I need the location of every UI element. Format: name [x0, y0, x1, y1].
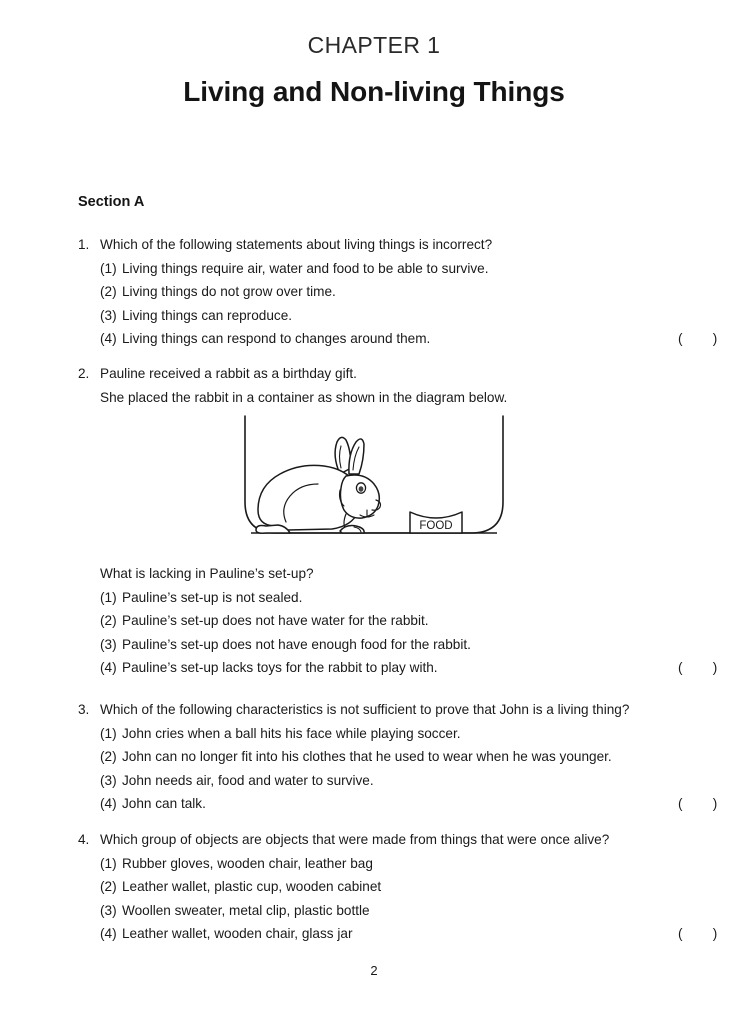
option-text: Living things can respond to changes around them.: [122, 331, 431, 346]
question-4-options: [78, 852, 718, 946]
option-number: (2): [100, 284, 117, 299]
question-1-number: 1.: [78, 237, 90, 252]
page-number: 2: [370, 963, 378, 978]
question-3-text: Which of the following characteristics is not sufficient to prove that John is a living thing?: [100, 702, 630, 717]
option-item[interactable]: [100, 722, 678, 746]
option-item[interactable]: [100, 304, 678, 328]
option-text: John cries when a ball hits his face while playing soccer.: [122, 725, 461, 741]
question-3-options: [78, 722, 718, 816]
option-item[interactable]: [100, 257, 678, 281]
question-4: [78, 828, 718, 946]
option-text: Pauline’s set-up does not have water for the rabbit.: [122, 613, 429, 628]
rabbit-pupil: [359, 486, 364, 492]
option-text: Pauline’s set-up does not have enough food for the rabbit.: [122, 636, 471, 652]
question-2-subtext: She placed the rabbit in a container as shown in the diagram below.: [100, 389, 508, 405]
option-item[interactable]: [100, 769, 678, 793]
option-number: (1): [100, 725, 117, 741]
question-1-options: [78, 257, 718, 351]
option-item[interactable]: [100, 899, 678, 923]
option-item[interactable]: [100, 586, 678, 610]
chapter-label: CHAPTER 1: [307, 32, 441, 58]
option-text: John can talk.: [122, 796, 206, 811]
option-text: John can no longer fit into his clothes that he used to wear when he was younger.: [122, 749, 612, 764]
chapter-title: Living and Non-living Things: [183, 76, 565, 107]
question-3-number: 3.: [78, 702, 90, 717]
option-text: Pauline’s set-up is not sealed.: [122, 589, 303, 605]
rabbit-illustration: [256, 437, 381, 533]
option-number: (3): [100, 902, 117, 918]
question-1-heading: [78, 233, 678, 257]
rabbit-front-ear: [349, 439, 364, 474]
question-4-number: 4.: [78, 832, 90, 847]
question-4-text: Which group of objects are objects that were made from things that were once alive?: [100, 832, 610, 847]
option-number: (4): [100, 660, 117, 675]
question-3: [78, 698, 718, 816]
rabbit-in-container-diagram: [228, 414, 520, 542]
option-text: Leather wallet, plastic cup, wooden cabinet: [122, 879, 382, 894]
question-2-number: 2.: [78, 366, 90, 381]
question-2-text: Pauline received a rabbit as a birthday gift.: [100, 366, 357, 381]
answer-bracket[interactable]: ( ): [678, 926, 718, 941]
option-item[interactable]: [100, 875, 678, 899]
answer-bracket[interactable]: ( ): [678, 796, 718, 811]
option-number: (4): [100, 926, 117, 941]
option-number: (4): [100, 331, 117, 346]
option-item[interactable]: [100, 609, 678, 633]
question-1-text: Which of the following statements about living things is incorrect?: [100, 237, 493, 252]
option-number: (2): [100, 879, 117, 894]
option-number: (2): [100, 613, 117, 628]
option-text: Pauline’s set-up lacks toys for the rabbit to play with.: [122, 660, 438, 675]
answer-bracket[interactable]: ( ): [678, 660, 718, 675]
question-4-heading: [78, 828, 678, 852]
food-bowl-label: FOOD: [419, 520, 453, 532]
option-number: (1): [100, 260, 117, 276]
option-number: (1): [100, 589, 117, 605]
option-item[interactable]: [100, 745, 678, 769]
option-number: (3): [100, 307, 117, 323]
option-item[interactable]: [100, 656, 718, 680]
option-text: Living things can reproduce.: [122, 307, 293, 323]
option-number: (2): [100, 749, 117, 764]
option-text: John needs air, food and water to survive.: [122, 772, 374, 788]
option-number: (3): [100, 636, 117, 652]
option-number: (3): [100, 772, 117, 788]
option-item[interactable]: [100, 792, 718, 816]
option-item[interactable]: [100, 327, 718, 351]
question-2-heading: [78, 362, 678, 386]
option-text: Rubber gloves, wooden chair, leather bag: [122, 855, 373, 871]
question-2: [78, 362, 678, 409]
option-text: Living things require air, water and food to be able to survive.: [122, 260, 489, 276]
option-number: (4): [100, 796, 117, 811]
option-text: Living things do not grow over time.: [122, 284, 336, 299]
question-2-continued: [78, 562, 718, 680]
option-item[interactable]: [100, 280, 678, 304]
rabbit-head: [340, 475, 379, 518]
question-3-heading: [78, 698, 678, 722]
option-text: Woollen sweater, metal clip, plastic bottle: [122, 902, 370, 918]
option-number: (1): [100, 855, 117, 871]
question-2-prompt: What is lacking in Pauline’s set-up?: [100, 566, 314, 581]
option-item[interactable]: [100, 633, 678, 657]
answer-bracket[interactable]: ( ): [678, 331, 718, 346]
section-label: Section A: [78, 194, 145, 210]
question-2-options: [78, 586, 718, 680]
option-item[interactable]: [100, 922, 718, 946]
question-1: [78, 233, 718, 351]
option-item[interactable]: [100, 852, 678, 876]
option-text: Leather wallet, wooden chair, glass jar: [122, 926, 353, 941]
